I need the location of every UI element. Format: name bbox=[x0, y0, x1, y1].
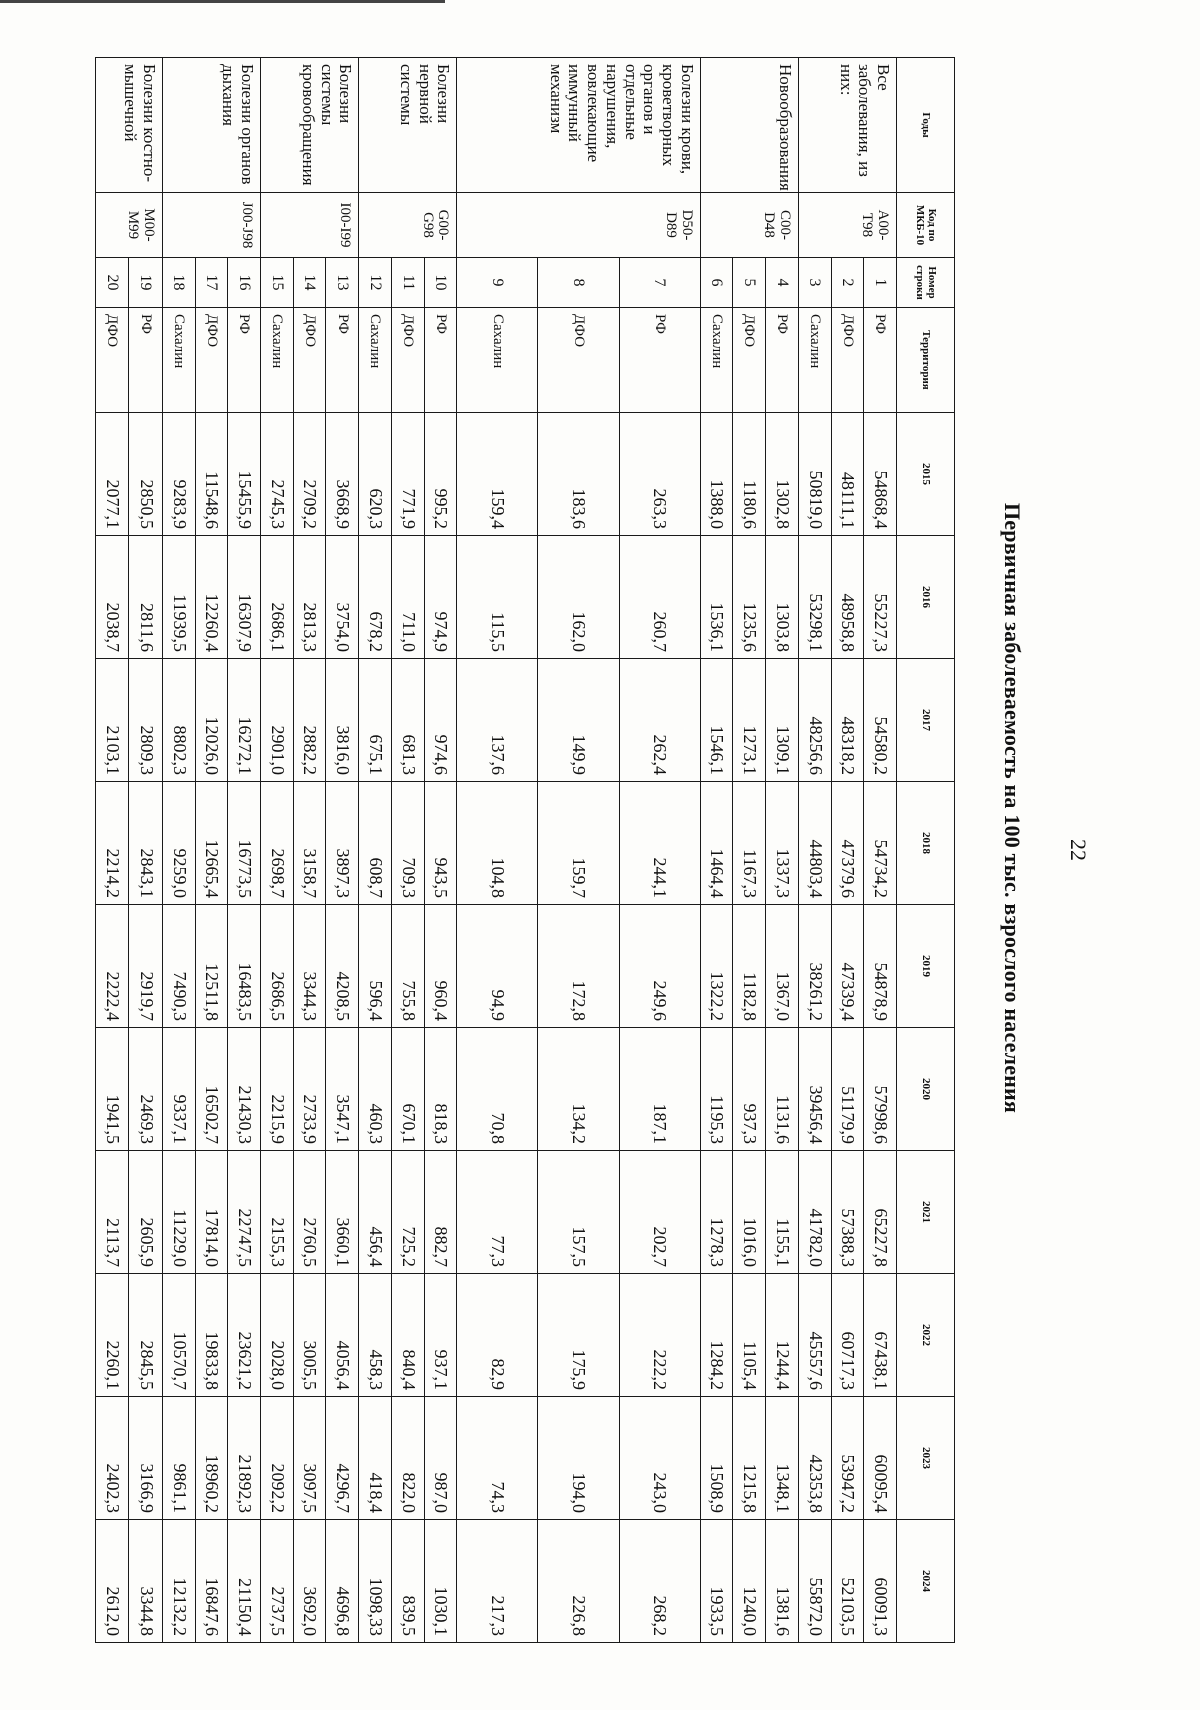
row-number: 19 bbox=[129, 258, 162, 308]
value-cell: 60095,4 bbox=[864, 1397, 897, 1520]
value-cell: 52103,5 bbox=[831, 1520, 864, 1643]
header-year: 2015 bbox=[897, 413, 955, 536]
territory: Сахалин bbox=[261, 308, 294, 413]
value-cell: 2222,4 bbox=[96, 905, 129, 1028]
row-number: 7 bbox=[619, 258, 700, 308]
morbidity-table-container bbox=[95, 57, 955, 1642]
value-cell: 1536,1 bbox=[700, 536, 733, 659]
value-cell: 2028,0 bbox=[261, 1274, 294, 1397]
value-cell: 1278,3 bbox=[700, 1151, 733, 1274]
value-cell: 1933,5 bbox=[700, 1520, 733, 1643]
table-row bbox=[733, 58, 766, 1643]
table-row bbox=[391, 58, 424, 1643]
value-cell: 709,3 bbox=[391, 782, 424, 905]
value-cell: 3692,0 bbox=[293, 1520, 326, 1643]
value-cell: 249,6 bbox=[619, 905, 700, 1028]
value-cell: 771,9 bbox=[391, 413, 424, 536]
territory: ДФО bbox=[293, 308, 326, 413]
value-cell: 3668,9 bbox=[326, 413, 359, 536]
table-row bbox=[195, 58, 228, 1643]
value-cell: 608,7 bbox=[359, 782, 392, 905]
value-cell: 2686,5 bbox=[261, 905, 294, 1028]
value-cell: 8802,3 bbox=[162, 659, 195, 782]
value-cell: 16502,7 bbox=[195, 1028, 228, 1151]
territory: ДФО bbox=[391, 308, 424, 413]
header-year: 2020 bbox=[897, 1028, 955, 1151]
value-cell: 3097,5 bbox=[293, 1397, 326, 1520]
value-cell: 3166,9 bbox=[129, 1397, 162, 1520]
value-cell: 3547,1 bbox=[326, 1028, 359, 1151]
row-number: 20 bbox=[96, 258, 129, 308]
value-cell: 48318,2 bbox=[831, 659, 864, 782]
value-cell: 1215,8 bbox=[733, 1397, 766, 1520]
value-cell: 3754,0 bbox=[326, 536, 359, 659]
value-cell: 4056,4 bbox=[326, 1274, 359, 1397]
value-cell: 4296,7 bbox=[326, 1397, 359, 1520]
header-year: 2017 bbox=[897, 659, 955, 782]
value-cell: 82,9 bbox=[457, 1274, 538, 1397]
header-row-number: Номер строки bbox=[897, 258, 955, 308]
value-cell: 60091,3 bbox=[864, 1520, 897, 1643]
page-number: 22 bbox=[1066, 839, 1091, 861]
territory: Сахалин bbox=[359, 308, 392, 413]
value-cell: 54580,2 bbox=[864, 659, 897, 782]
value-cell: 3158,7 bbox=[293, 782, 326, 905]
value-cell: 681,3 bbox=[391, 659, 424, 782]
territory: Сахалин bbox=[162, 308, 195, 413]
row-number: 5 bbox=[733, 258, 766, 308]
value-cell: 4696,8 bbox=[326, 1520, 359, 1643]
value-cell: 620,3 bbox=[359, 413, 392, 536]
territory: ДФО bbox=[96, 308, 129, 413]
value-cell: 2469,3 bbox=[129, 1028, 162, 1151]
value-cell: 67438,1 bbox=[864, 1274, 897, 1397]
territory: Сахалин bbox=[798, 308, 831, 413]
table-row bbox=[798, 58, 831, 1643]
table-row bbox=[228, 58, 261, 1643]
table-row bbox=[359, 58, 392, 1643]
value-cell: 22747,5 bbox=[228, 1151, 261, 1274]
disease-group-name: Болезни костно-мышечной bbox=[96, 58, 163, 193]
value-cell: 882,7 bbox=[424, 1151, 457, 1274]
value-cell: 12026,0 bbox=[195, 659, 228, 782]
value-cell: 3897,3 bbox=[326, 782, 359, 905]
value-cell: 12132,2 bbox=[162, 1520, 195, 1643]
icd10-code: J00-J98 bbox=[162, 193, 260, 258]
icd10-code: D50-D89 bbox=[457, 193, 700, 258]
table-row bbox=[129, 58, 162, 1643]
value-cell: 16847,6 bbox=[195, 1520, 228, 1643]
value-cell: 134,2 bbox=[538, 1028, 619, 1151]
value-cell: 2155,3 bbox=[261, 1151, 294, 1274]
value-cell: 2077,1 bbox=[96, 413, 129, 536]
value-cell: 937,1 bbox=[424, 1274, 457, 1397]
territory: РФ bbox=[326, 308, 359, 413]
disease-group-name: Болезни нервной системы bbox=[359, 58, 457, 193]
value-cell: 21150,4 bbox=[228, 1520, 261, 1643]
value-cell: 3816,0 bbox=[326, 659, 359, 782]
value-cell: 54878,9 bbox=[864, 905, 897, 1028]
page-title: Первичная заболеваемость на 100 тыс. взрослого населения bbox=[1000, 502, 1025, 1114]
value-cell: 9283,9 bbox=[162, 413, 195, 536]
value-cell: 1508,9 bbox=[700, 1397, 733, 1520]
value-cell: 70,8 bbox=[457, 1028, 538, 1151]
row-number: 15 bbox=[261, 258, 294, 308]
territory: Сахалин bbox=[457, 308, 538, 413]
value-cell: 3344,8 bbox=[129, 1520, 162, 1643]
value-cell: 53947,2 bbox=[831, 1397, 864, 1520]
row-number: 10 bbox=[424, 258, 457, 308]
value-cell: 1098,33 bbox=[359, 1520, 392, 1643]
value-cell: 1167,3 bbox=[733, 782, 766, 905]
value-cell: 1302,8 bbox=[766, 413, 799, 536]
value-cell: 675,1 bbox=[359, 659, 392, 782]
value-cell: 268,2 bbox=[619, 1520, 700, 1643]
row-number: 6 bbox=[700, 258, 733, 308]
value-cell: 1244,4 bbox=[766, 1274, 799, 1397]
value-cell: 39456,4 bbox=[798, 1028, 831, 1151]
value-cell: 1131,6 bbox=[766, 1028, 799, 1151]
value-cell: 54734,2 bbox=[864, 782, 897, 905]
value-cell: 47339,4 bbox=[831, 905, 864, 1028]
disease-group-name: Болезни крови, кроветворных органов и отдельные нарушения, вовлекающие иммунный механизм bbox=[457, 58, 700, 193]
value-cell: 678,2 bbox=[359, 536, 392, 659]
header-disease: Годы bbox=[897, 58, 955, 193]
value-cell: 9337,1 bbox=[162, 1028, 195, 1151]
value-cell: 1016,0 bbox=[733, 1151, 766, 1274]
value-cell: 11229,0 bbox=[162, 1151, 195, 1274]
value-cell: 47379,6 bbox=[831, 782, 864, 905]
header-code: Код по МКБ-10 bbox=[897, 193, 955, 258]
value-cell: 21892,3 bbox=[228, 1397, 261, 1520]
value-cell: 54868,4 bbox=[864, 413, 897, 536]
value-cell: 1322,2 bbox=[700, 905, 733, 1028]
table-row bbox=[831, 58, 864, 1643]
value-cell: 960,4 bbox=[424, 905, 457, 1028]
value-cell: 1105,4 bbox=[733, 1274, 766, 1397]
value-cell: 3005,5 bbox=[293, 1274, 326, 1397]
row-number: 16 bbox=[228, 258, 261, 308]
value-cell: 1273,1 bbox=[733, 659, 766, 782]
header-year: 2019 bbox=[897, 905, 955, 1028]
header-year: 2018 bbox=[897, 782, 955, 905]
value-cell: 16773,5 bbox=[228, 782, 261, 905]
territory: ДФО bbox=[538, 308, 619, 413]
row-number: 13 bbox=[326, 258, 359, 308]
value-cell: 1348,1 bbox=[766, 1397, 799, 1520]
value-cell: 9861,1 bbox=[162, 1397, 195, 1520]
value-cell: 2901,0 bbox=[261, 659, 294, 782]
value-cell: 77,3 bbox=[457, 1151, 538, 1274]
value-cell: 12260,4 bbox=[195, 536, 228, 659]
value-cell: 711,0 bbox=[391, 536, 424, 659]
value-cell: 159,4 bbox=[457, 413, 538, 536]
row-number: 4 bbox=[766, 258, 799, 308]
table-row bbox=[293, 58, 326, 1643]
value-cell: 456,4 bbox=[359, 1151, 392, 1274]
row-number: 17 bbox=[195, 258, 228, 308]
header-row bbox=[897, 58, 955, 1643]
table-row bbox=[162, 58, 195, 1643]
table-row bbox=[261, 58, 294, 1643]
value-cell: 18960,2 bbox=[195, 1397, 228, 1520]
table-row bbox=[457, 58, 538, 1643]
value-cell: 818,3 bbox=[424, 1028, 457, 1151]
value-cell: 2215,9 bbox=[261, 1028, 294, 1151]
value-cell: 222,2 bbox=[619, 1274, 700, 1397]
disease-group-name: Все заболевания, из них: bbox=[798, 58, 896, 193]
value-cell: 2612,0 bbox=[96, 1520, 129, 1643]
value-cell: 2709,2 bbox=[293, 413, 326, 536]
value-cell: 16483,5 bbox=[228, 905, 261, 1028]
value-cell: 1182,8 bbox=[733, 905, 766, 1028]
value-cell: 23621,2 bbox=[228, 1274, 261, 1397]
value-cell: 65227,8 bbox=[864, 1151, 897, 1274]
disease-group-name: Новообразования bbox=[700, 58, 798, 193]
icd10-code: С00-D48 bbox=[700, 193, 798, 258]
value-cell: 53298,1 bbox=[798, 536, 831, 659]
row-number: 18 bbox=[162, 258, 195, 308]
value-cell: 974,9 bbox=[424, 536, 457, 659]
value-cell: 2845,5 bbox=[129, 1274, 162, 1397]
value-cell: 596,4 bbox=[359, 905, 392, 1028]
table-row bbox=[326, 58, 359, 1643]
value-cell: 48256,6 bbox=[798, 659, 831, 782]
value-cell: 11548,6 bbox=[195, 413, 228, 536]
value-cell: 725,2 bbox=[391, 1151, 424, 1274]
header-territory: Территория bbox=[897, 308, 955, 413]
value-cell: 2698,7 bbox=[261, 782, 294, 905]
table-row bbox=[864, 58, 897, 1643]
value-cell: 16272,1 bbox=[228, 659, 261, 782]
territory: РФ bbox=[129, 308, 162, 413]
row-number: 2 bbox=[831, 258, 864, 308]
value-cell: 217,3 bbox=[457, 1520, 538, 1643]
value-cell: 187,1 bbox=[619, 1028, 700, 1151]
value-cell: 48958,8 bbox=[831, 536, 864, 659]
value-cell: 1303,8 bbox=[766, 536, 799, 659]
value-cell: 48111,1 bbox=[831, 413, 864, 536]
table-row bbox=[766, 58, 799, 1643]
value-cell: 41782,0 bbox=[798, 1151, 831, 1274]
header-year: 2024 bbox=[897, 1520, 955, 1643]
value-cell: 55872,0 bbox=[798, 1520, 831, 1643]
table-row bbox=[424, 58, 457, 1643]
value-cell: 2843,1 bbox=[129, 782, 162, 905]
territory: РФ bbox=[424, 308, 457, 413]
disease-group-name: Болезни системы кровообращения bbox=[261, 58, 359, 193]
value-cell: 995,2 bbox=[424, 413, 457, 536]
value-cell: 3344,3 bbox=[293, 905, 326, 1028]
value-cell: 263,3 bbox=[619, 413, 700, 536]
row-number: 14 bbox=[293, 258, 326, 308]
row-number: 9 bbox=[457, 258, 538, 308]
value-cell: 115,5 bbox=[457, 536, 538, 659]
value-cell: 1309,1 bbox=[766, 659, 799, 782]
value-cell: 987,0 bbox=[424, 1397, 457, 1520]
value-cell: 670,1 bbox=[391, 1028, 424, 1151]
value-cell: 2811,6 bbox=[129, 536, 162, 659]
icd10-code: M00-M99 bbox=[96, 193, 163, 258]
territory: РФ bbox=[619, 308, 700, 413]
value-cell: 2882,2 bbox=[293, 659, 326, 782]
value-cell: 1284,2 bbox=[700, 1274, 733, 1397]
value-cell: 162,0 bbox=[538, 536, 619, 659]
value-cell: 3660,1 bbox=[326, 1151, 359, 1274]
table-row bbox=[700, 58, 733, 1643]
row-number: 12 bbox=[359, 258, 392, 308]
value-cell: 244,1 bbox=[619, 782, 700, 905]
territory: Сахалин bbox=[700, 308, 733, 413]
value-cell: 159,7 bbox=[538, 782, 619, 905]
table-row bbox=[619, 58, 700, 1643]
value-cell: 2737,5 bbox=[261, 1520, 294, 1643]
value-cell: 2686,1 bbox=[261, 536, 294, 659]
value-cell: 943,5 bbox=[424, 782, 457, 905]
value-cell: 822,0 bbox=[391, 1397, 424, 1520]
value-cell: 202,7 bbox=[619, 1151, 700, 1274]
value-cell: 2103,1 bbox=[96, 659, 129, 782]
row-number: 3 bbox=[798, 258, 831, 308]
value-cell: 21430,3 bbox=[228, 1028, 261, 1151]
table-header bbox=[897, 58, 955, 1643]
value-cell: 104,8 bbox=[457, 782, 538, 905]
value-cell: 183,6 bbox=[538, 413, 619, 536]
territory: ДФО bbox=[831, 308, 864, 413]
table-body bbox=[96, 58, 897, 1643]
value-cell: 12665,4 bbox=[195, 782, 228, 905]
table-row bbox=[538, 58, 619, 1643]
value-cell: 1367,0 bbox=[766, 905, 799, 1028]
value-cell: 1337,3 bbox=[766, 782, 799, 905]
scan-edge-line bbox=[0, 0, 445, 3]
value-cell: 974,6 bbox=[424, 659, 457, 782]
value-cell: 460,3 bbox=[359, 1028, 392, 1151]
value-cell: 2113,7 bbox=[96, 1151, 129, 1274]
value-cell: 1180,6 bbox=[733, 413, 766, 536]
value-cell: 1941,5 bbox=[96, 1028, 129, 1151]
value-cell: 44803,4 bbox=[798, 782, 831, 905]
value-cell: 1381,6 bbox=[766, 1520, 799, 1643]
value-cell: 2733,9 bbox=[293, 1028, 326, 1151]
row-number: 11 bbox=[391, 258, 424, 308]
value-cell: 4208,5 bbox=[326, 905, 359, 1028]
value-cell: 19833,8 bbox=[195, 1274, 228, 1397]
value-cell: 1240,0 bbox=[733, 1520, 766, 1643]
value-cell: 2813,3 bbox=[293, 536, 326, 659]
territory: ДФО bbox=[733, 308, 766, 413]
value-cell: 2745,3 bbox=[261, 413, 294, 536]
value-cell: 137,6 bbox=[457, 659, 538, 782]
value-cell: 57388,3 bbox=[831, 1151, 864, 1274]
territory: РФ bbox=[864, 308, 897, 413]
value-cell: 755,8 bbox=[391, 905, 424, 1028]
icd10-code: А00-Т98 bbox=[798, 193, 896, 258]
value-cell: 2760,5 bbox=[293, 1151, 326, 1274]
value-cell: 2919,7 bbox=[129, 905, 162, 1028]
value-cell: 1155,1 bbox=[766, 1151, 799, 1274]
value-cell: 2214,2 bbox=[96, 782, 129, 905]
icd10-code: G00-G98 bbox=[359, 193, 457, 258]
row-number: 1 bbox=[864, 258, 897, 308]
value-cell: 15455,9 bbox=[228, 413, 261, 536]
value-cell: 2809,3 bbox=[129, 659, 162, 782]
value-cell: 45557,6 bbox=[798, 1274, 831, 1397]
value-cell: 2038,7 bbox=[96, 536, 129, 659]
value-cell: 7490,3 bbox=[162, 905, 195, 1028]
value-cell: 42353,8 bbox=[798, 1397, 831, 1520]
value-cell: 12511,8 bbox=[195, 905, 228, 1028]
value-cell: 2402,3 bbox=[96, 1397, 129, 1520]
value-cell: 1030,1 bbox=[424, 1520, 457, 1643]
header-year: 2016 bbox=[897, 536, 955, 659]
value-cell: 149,9 bbox=[538, 659, 619, 782]
value-cell: 172,8 bbox=[538, 905, 619, 1028]
value-cell: 1546,1 bbox=[700, 659, 733, 782]
value-cell: 51179,9 bbox=[831, 1028, 864, 1151]
value-cell: 157,5 bbox=[538, 1151, 619, 1274]
value-cell: 2605,9 bbox=[129, 1151, 162, 1274]
value-cell: 194,0 bbox=[538, 1397, 619, 1520]
value-cell: 226,8 bbox=[538, 1520, 619, 1643]
value-cell: 94,9 bbox=[457, 905, 538, 1028]
value-cell: 937,3 bbox=[733, 1028, 766, 1151]
value-cell: 11939,5 bbox=[162, 536, 195, 659]
table-row bbox=[96, 58, 129, 1643]
value-cell: 16307,9 bbox=[228, 536, 261, 659]
icd10-code: I00-I99 bbox=[261, 193, 359, 258]
value-cell: 1235,6 bbox=[733, 536, 766, 659]
header-year: 2023 bbox=[897, 1397, 955, 1520]
value-cell: 262,4 bbox=[619, 659, 700, 782]
value-cell: 1195,3 bbox=[700, 1028, 733, 1151]
value-cell: 260,7 bbox=[619, 536, 700, 659]
value-cell: 38261,2 bbox=[798, 905, 831, 1028]
value-cell: 1464,4 bbox=[700, 782, 733, 905]
header-year: 2021 bbox=[897, 1151, 955, 1274]
value-cell: 57998,6 bbox=[864, 1028, 897, 1151]
value-cell: 2850,5 bbox=[129, 413, 162, 536]
row-number: 8 bbox=[538, 258, 619, 308]
value-cell: 1388,0 bbox=[700, 413, 733, 536]
territory: РФ bbox=[766, 308, 799, 413]
value-cell: 839,5 bbox=[391, 1520, 424, 1643]
header-year: 2022 bbox=[897, 1274, 955, 1397]
territory: ДФО bbox=[195, 308, 228, 413]
value-cell: 840,4 bbox=[391, 1274, 424, 1397]
value-cell: 2092,2 bbox=[261, 1397, 294, 1520]
value-cell: 60717,3 bbox=[831, 1274, 864, 1397]
value-cell: 458,3 bbox=[359, 1274, 392, 1397]
value-cell: 2260,1 bbox=[96, 1274, 129, 1397]
disease-group-name: Болезни органов дыхания bbox=[162, 58, 260, 193]
value-cell: 17814,0 bbox=[195, 1151, 228, 1274]
value-cell: 175,9 bbox=[538, 1274, 619, 1397]
value-cell: 74,3 bbox=[457, 1397, 538, 1520]
value-cell: 418,4 bbox=[359, 1397, 392, 1520]
value-cell: 9259,0 bbox=[162, 782, 195, 905]
territory: РФ bbox=[228, 308, 261, 413]
value-cell: 50819,0 bbox=[798, 413, 831, 536]
value-cell: 10570,7 bbox=[162, 1274, 195, 1397]
morbidity-table bbox=[95, 57, 955, 1643]
value-cell: 55227,3 bbox=[864, 536, 897, 659]
value-cell: 243,0 bbox=[619, 1397, 700, 1520]
